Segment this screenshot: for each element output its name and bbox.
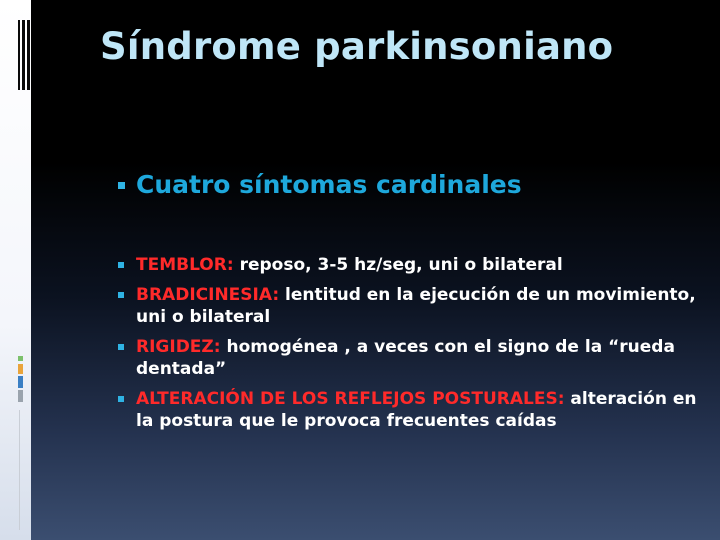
square-bullet-icon xyxy=(118,344,124,350)
left-decorative-band xyxy=(0,0,31,540)
decorative-marker-orange xyxy=(18,364,23,374)
slide-title: Síndrome parkinsoniano xyxy=(100,25,614,68)
subtitle-bullet-icon xyxy=(118,182,125,189)
decorative-rule xyxy=(19,410,20,530)
symptom-list xyxy=(118,254,708,440)
item-text: reposo, 3-5 hz/seg, uni o bilateral xyxy=(239,255,563,275)
decorative-stripe xyxy=(18,20,20,90)
list-item xyxy=(118,284,708,328)
decorative-marker-blue xyxy=(18,376,23,388)
decorative-stripe xyxy=(27,20,30,90)
square-bullet-icon xyxy=(118,396,124,402)
item-term: BRADICINESIA: xyxy=(136,285,286,305)
item-text: lentitud en la ejecución de un movimiento, uni o bilateral xyxy=(136,285,696,327)
decorative-marker-gray xyxy=(18,390,23,402)
decorative-marker-green xyxy=(18,356,23,361)
square-bullet-icon xyxy=(118,292,124,298)
square-bullet-icon xyxy=(118,262,124,268)
item-term: TEMBLOR: xyxy=(136,255,240,275)
item-term: RIGIDEZ: xyxy=(136,337,227,357)
list-item xyxy=(118,388,708,432)
list-item xyxy=(118,336,708,380)
decorative-stripe xyxy=(22,20,25,90)
item-text: alteración en la postura que le provoca frecuentes caídas xyxy=(136,389,697,431)
list-item xyxy=(118,254,708,276)
item-term: ALTERACIÓN DE LOS REFLEJOS POSTURALES: xyxy=(136,389,571,409)
slide-subtitle: Cuatro síntomas cardinales xyxy=(136,170,522,199)
item-text: homogénea , a veces con el signo de la “rueda dentada” xyxy=(136,337,675,379)
